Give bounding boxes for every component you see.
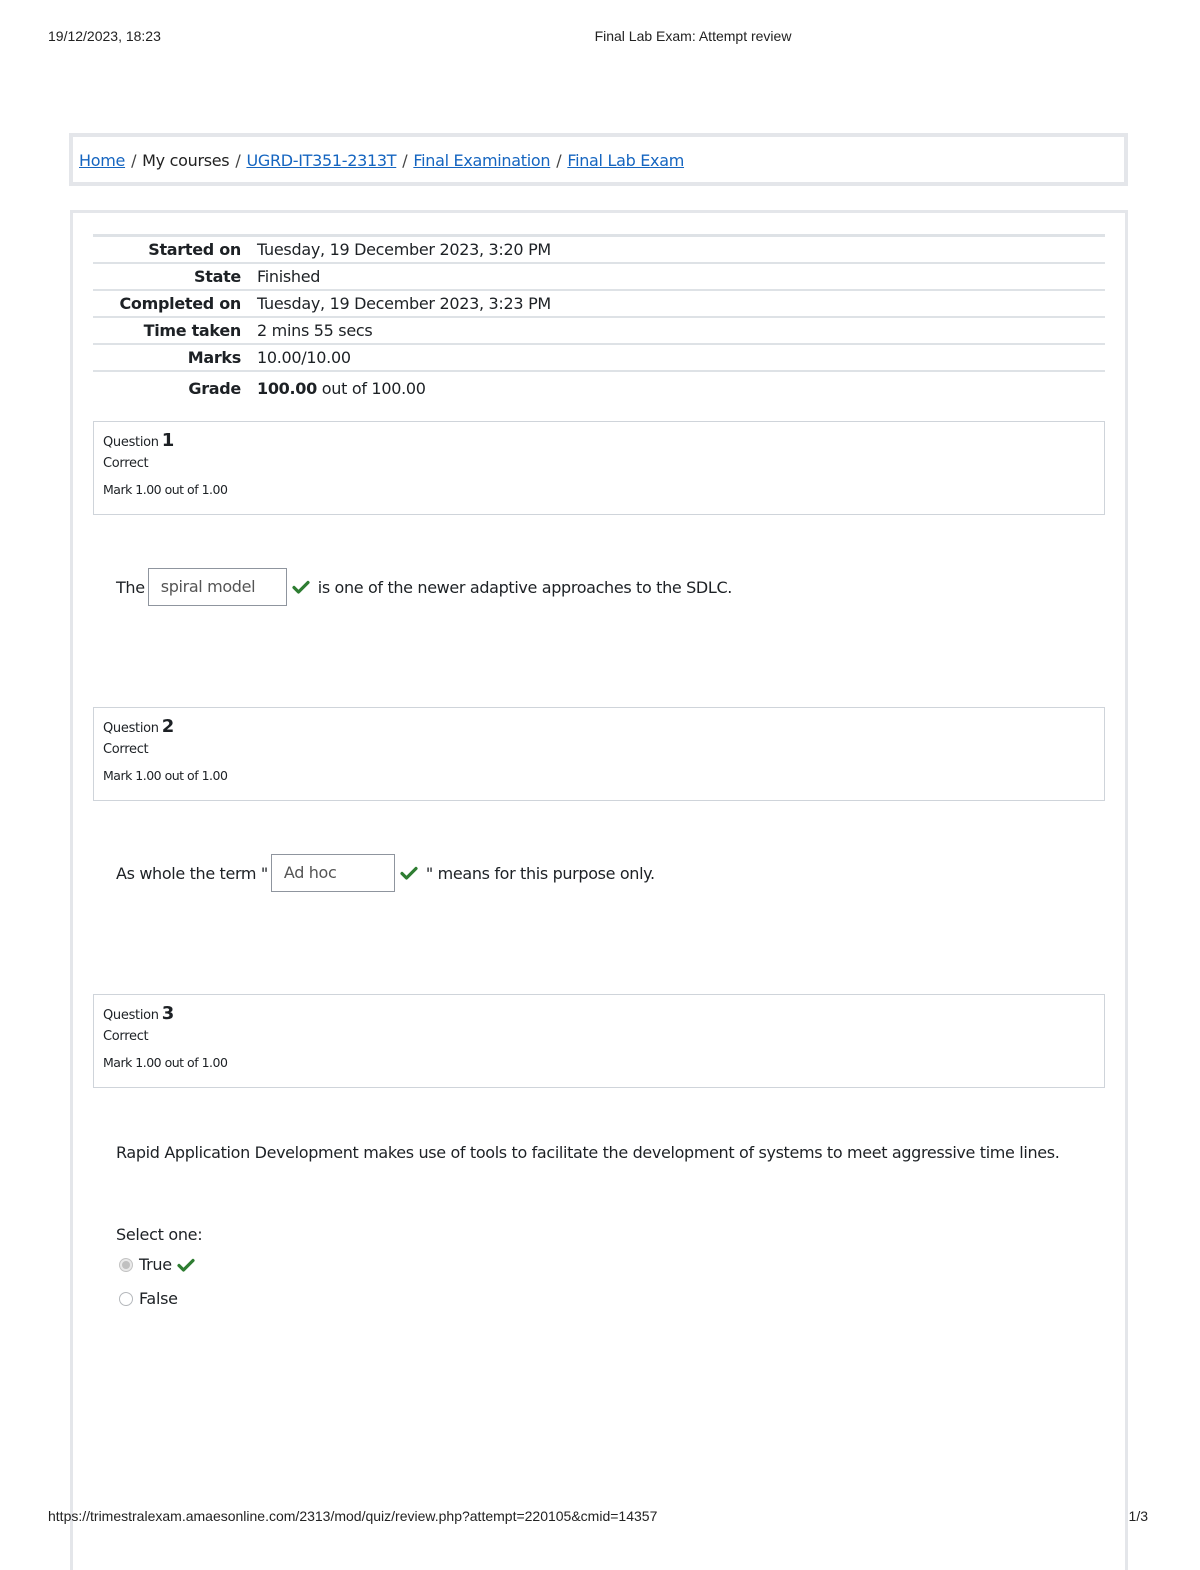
option-label: False <box>139 1289 178 1308</box>
question-label: Question <box>103 1008 159 1023</box>
summary-row-grade <box>93 371 1105 401</box>
question-2-text <box>116 854 655 892</box>
breadcrumb-section-link[interactable]: Final Examination <box>413 151 551 170</box>
question-text-before: The <box>116 577 145 597</box>
summary-row-marks <box>93 344 1105 371</box>
question-grade: Mark 1.00 out of 1.00 <box>103 768 228 783</box>
question-number: 1 <box>161 430 174 451</box>
breadcrumb-home-link[interactable]: Home <box>79 151 126 170</box>
grade-value <box>257 371 1105 401</box>
question-2-info <box>93 707 1105 801</box>
attempt-summary-table <box>93 234 1105 401</box>
select-one-prompt: Select one: <box>116 1225 203 1244</box>
question-text-after: is one of the newer adaptive approaches to the SDLC. <box>317 577 732 597</box>
question-1-info <box>93 421 1105 515</box>
correct-check-icon <box>177 1256 195 1274</box>
state-label: State <box>194 267 241 286</box>
grade-score: 100.00 <box>257 378 317 398</box>
breadcrumb-separator: / <box>235 151 241 170</box>
time-taken-label: Time taken <box>143 321 241 340</box>
question-label: Question <box>103 721 159 736</box>
question-grade: Mark 1.00 out of 1.00 <box>103 482 228 497</box>
grade-out-of: out of 100.00 <box>316 378 426 398</box>
state-value: Finished <box>257 267 321 286</box>
time-taken-value: 2 mins 55 secs <box>257 321 373 340</box>
question-text-after: " means for this purpose only. <box>425 863 655 883</box>
correct-check-icon <box>400 864 418 882</box>
option-label: True <box>139 1255 172 1274</box>
breadcrumb-my-courses: My courses <box>142 151 230 170</box>
question-number: 3 <box>161 1003 174 1024</box>
question-label: Question <box>103 435 159 450</box>
option-false[interactable] <box>119 1289 178 1308</box>
question-3-text: Rapid Application Development makes use of tools to facilitate the development of systems to meet aggressive time lines. <box>116 1143 1060 1162</box>
print-url: https://trimestralexam.amaesonline.com/2313/mod/quiz/review.php?attempt=220105&cmid=14357 <box>48 1508 658 1524</box>
answer-field[interactable]: spiral model <box>148 568 287 606</box>
marks-value: 10.00/10.00 <box>257 348 351 367</box>
print-footer <box>0 1508 1200 1528</box>
grade-label: Grade <box>188 378 241 398</box>
print-page-title: Final Lab Exam: Attempt review <box>594 28 792 44</box>
radio-button-selected[interactable] <box>119 1258 133 1272</box>
question-grade: Mark 1.00 out of 1.00 <box>103 1055 228 1070</box>
question-3-info <box>93 994 1105 1088</box>
breadcrumb-separator: / <box>131 151 137 170</box>
question-state: Correct <box>103 1029 149 1044</box>
answer-field[interactable]: Ad hoc <box>271 854 395 892</box>
started-on-value: Tuesday, 19 December 2023, 3:20 PM <box>257 240 551 259</box>
question-state: Correct <box>103 456 149 471</box>
summary-row-completed <box>93 290 1105 317</box>
question-text-before: As whole the term " <box>116 863 268 883</box>
question-1-text <box>116 568 732 606</box>
question-state: Correct <box>103 742 149 757</box>
summary-row-state <box>93 263 1105 290</box>
marks-label: Marks <box>187 348 241 367</box>
print-header <box>0 28 1200 48</box>
completed-on-label: Completed on <box>119 294 241 313</box>
print-page-number: 1/3 <box>1128 1508 1148 1524</box>
breadcrumb-separator: / <box>402 151 408 170</box>
breadcrumb-course-link[interactable]: UGRD-IT351-2313T <box>246 151 397 170</box>
radio-button[interactable] <box>119 1292 133 1306</box>
summary-row-started <box>93 236 1105 264</box>
summary-row-time-taken <box>93 317 1105 344</box>
correct-check-icon <box>292 578 310 596</box>
started-on-label: Started on <box>148 240 241 259</box>
question-number: 2 <box>161 716 174 737</box>
breadcrumb <box>69 133 1128 186</box>
print-datetime: 19/12/2023, 18:23 <box>48 28 161 44</box>
breadcrumb-quiz-link[interactable]: Final Lab Exam <box>567 151 685 170</box>
option-true[interactable] <box>119 1255 203 1274</box>
completed-on-value: Tuesday, 19 December 2023, 3:23 PM <box>257 294 551 313</box>
breadcrumb-separator: / <box>556 151 562 170</box>
